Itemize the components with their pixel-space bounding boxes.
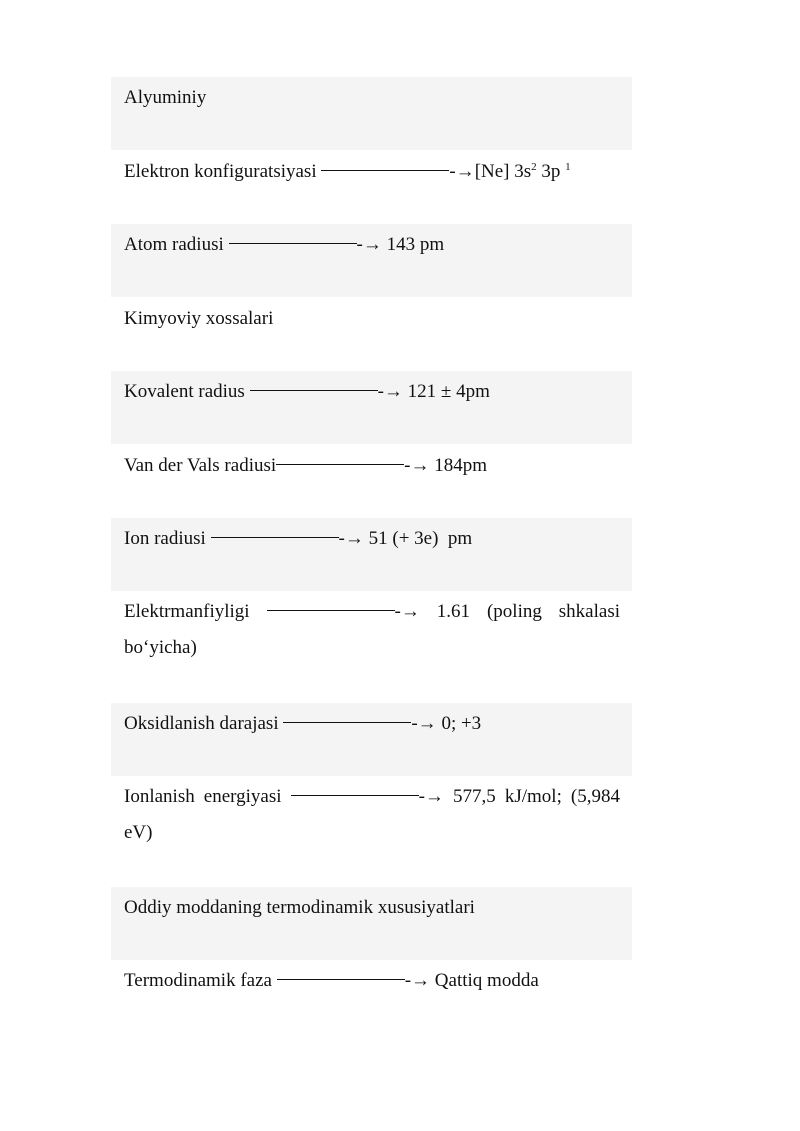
arrow-icon: -→ [411,713,437,734]
leader-line [267,610,395,611]
row-value: Qattiq modda [434,970,539,991]
row-ionization-energy [124,779,620,851]
row-label: Van der Vals radiusi [124,455,277,476]
arrow-icon: -→ [356,234,382,255]
row-label: Oksidlanish darajasi [124,713,279,734]
row-van-der-waals-radius [124,454,620,478]
row-value: 577,5 kJ/mol; (5,984 eV) [124,786,621,843]
arrow-icon: -→ [377,381,403,402]
row-value: [Ne] 3s [474,161,532,182]
row-value: 121 ± 4pm [407,381,490,402]
row-oxidation-state [124,712,620,736]
leader-line [321,170,449,171]
arrow-icon: -→ [418,786,444,807]
row-electronegativity [124,594,620,666]
leader-line [250,390,378,391]
row-label: Atom radiusi [124,234,224,255]
row-label: Ion radiusi [124,528,206,549]
row-value: 3p [536,161,561,182]
row-atom-radius [124,233,620,257]
row-value: 184pm [434,455,488,476]
arrow-icon: -→ [338,528,364,549]
leader-line [229,243,357,244]
row-label: Alyuminiy [124,87,207,108]
heading-thermodynamic-properties [124,896,620,920]
row-ion-radius [124,527,620,551]
leader-line [291,795,419,796]
heading-chemical-properties [124,307,620,331]
row-value: 1.61 (poling shkalasi bo‘yicha) [124,601,620,658]
row-label: Kovalent radius [124,381,245,402]
row-value: 51 (+ 3e) pm [368,528,473,549]
row-label: Oddiy moddaning termodinamik xususiyatlari [124,897,475,918]
superscript: 1 [565,161,571,173]
row-label: Ionlanish energiyasi [124,786,282,807]
arrow-icon: -→ [404,970,431,991]
leader-line [283,722,411,723]
row-label: Elektrmanfiyligi [124,601,250,622]
row-value: 143 pm [386,234,445,255]
leader-line [211,537,339,538]
arrow-icon: -→ [394,601,420,622]
row-label: Termodinamik faza [124,970,272,991]
leader-line [276,464,404,465]
leader-line [277,979,405,980]
superscript: 2 [531,161,537,173]
row-value: 0; +3 [441,713,482,734]
heading-alyuminiy [124,86,620,110]
row-label: Elektron konfiguratsiyasi [124,161,317,182]
row-covalent-radius [124,380,620,404]
row-electron-configuration [124,160,620,184]
arrow-icon: -→ [404,455,430,476]
arrow-icon: -→ [449,161,475,182]
row-label: Kimyoviy xossalari [124,308,274,329]
row-thermodynamic-phase [124,969,620,993]
